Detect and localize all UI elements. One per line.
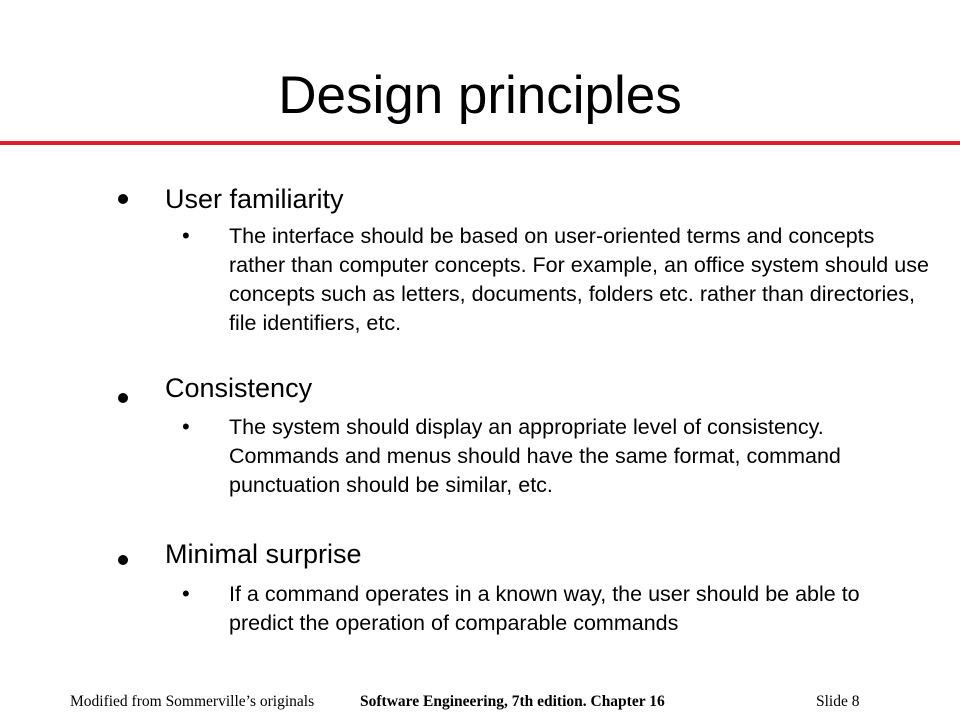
item-text-minimal-surprise: If a command operates in a known way, the user should be able to predict the operation of comparable commands (229, 582, 860, 635)
bullet-icon (118, 393, 128, 403)
item-heading-minimal-surprise: Minimal surprise (165, 539, 362, 569)
footer-book: Software Engineering, 7th edition. Chapter 16 (360, 693, 665, 710)
sub-bullet-icon: • (182, 223, 190, 248)
bullet-icon (118, 194, 128, 204)
slide-title: Design principles (278, 66, 682, 125)
item-heading-consistency: Consistency (165, 373, 313, 403)
item-heading-user-familiarity: User familiarity (165, 184, 344, 214)
bullet-icon (118, 555, 128, 565)
item-text-consistency: The system should display an appropriate level of consistency. Commands and menus should have the same format, command punctuation should be similar, etc. (229, 415, 841, 497)
item-text-user-familiarity: The interface should be based on user-oriented terms and concepts rather than computer concepts. For example, an office system should use concepts such as letters, documents, folders etc. rather than directories, file identifiers, etc. (229, 224, 929, 335)
sub-bullet-icon: • (182, 581, 190, 606)
footer-slide-number: Slide 8 (816, 693, 860, 710)
footer-source: Modified from Sommerville’s originals (70, 693, 315, 710)
sub-bullet-icon: • (182, 414, 190, 439)
